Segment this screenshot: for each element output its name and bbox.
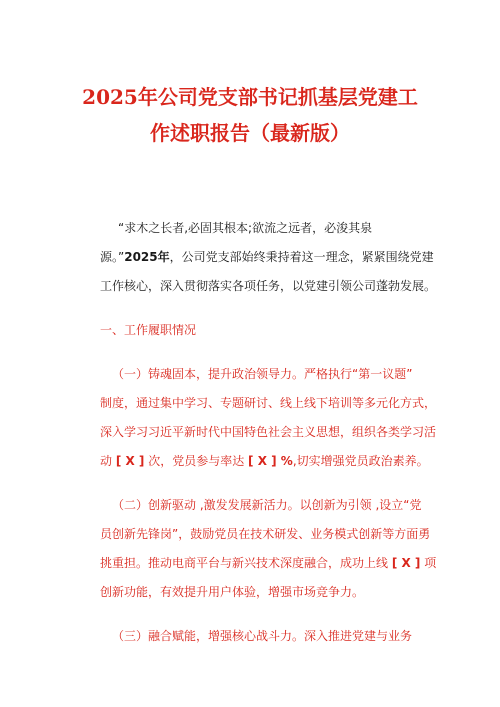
intro-year: 2025年 bbox=[124, 250, 170, 264]
document-title-line2: 作述职报告（最新版） bbox=[150, 121, 350, 145]
intro-line2-start: 源。” bbox=[100, 250, 125, 264]
item1-line1-text: 铸魂固本，提升政治领导力。严格执行“第一议题” bbox=[148, 367, 413, 381]
item2-line2: 员创新先锋岗”，鼓励党员在技术研发、业务模式创新等方面勇 bbox=[100, 527, 431, 541]
item3-number: （三） bbox=[112, 629, 149, 643]
item2-count-placeholder: [ X ] bbox=[391, 556, 421, 570]
item1-line4 bbox=[100, 451, 429, 471]
intro-line3: 工作核心，深入贯彻落实各项任务，以党建引领公司蓬勃发展。 bbox=[100, 279, 437, 293]
intro-line2-end: ，公司党支部始终秉持着这一理念，紧紧围绕党建 bbox=[169, 250, 434, 264]
section1-heading: 一、工作履职情况 bbox=[100, 323, 197, 337]
item2-line3-c: 项 bbox=[420, 556, 437, 570]
item2-line1 bbox=[112, 495, 422, 515]
item1-line1 bbox=[112, 364, 412, 384]
item1-number: （一） bbox=[112, 367, 149, 381]
item2-line3-a: 挑重担。推动电商平台与新兴技术深度融合，成功上线 bbox=[100, 556, 392, 570]
item1-line4-e: ,切实增强党员政治素养。 bbox=[292, 454, 429, 468]
intro-line1: “求木之长者,必固其根本;欲流之远者，必浚其泉 bbox=[118, 221, 373, 235]
item1-rate-placeholder: [ X ] % bbox=[248, 454, 293, 468]
item2-line3 bbox=[100, 553, 436, 573]
item1-count-placeholder: [ X ] bbox=[115, 454, 145, 468]
item1-line2: 制度，通过集中学习、专题研讨、线上线下培训等多元化方式， bbox=[100, 396, 437, 410]
item2-number: （二） bbox=[112, 498, 149, 512]
document-title-line1: 2025年公司党支部书记抓基层党建工 bbox=[82, 85, 418, 109]
intro-line2 bbox=[100, 247, 434, 267]
item3-line1-text: 融合赋能，增强核心战斗力。深入推进党建与业务 bbox=[148, 629, 413, 643]
item2-line1-text: 创新驱动 ,激发发展新活力。以创新为引领 ,设立“党 bbox=[148, 498, 422, 512]
item1-line4-c: 次，党员参与率达 bbox=[144, 454, 249, 468]
item1-line3: 深入学习习近平新时代中国特色社会主义思想，组织各类学习活 bbox=[100, 425, 437, 439]
item3-line1 bbox=[112, 626, 412, 646]
item1-line4-a: 动 bbox=[100, 454, 116, 468]
item2-line4: 创新功能，有效提升用户体验，增强市场竞争力。 bbox=[100, 585, 365, 599]
